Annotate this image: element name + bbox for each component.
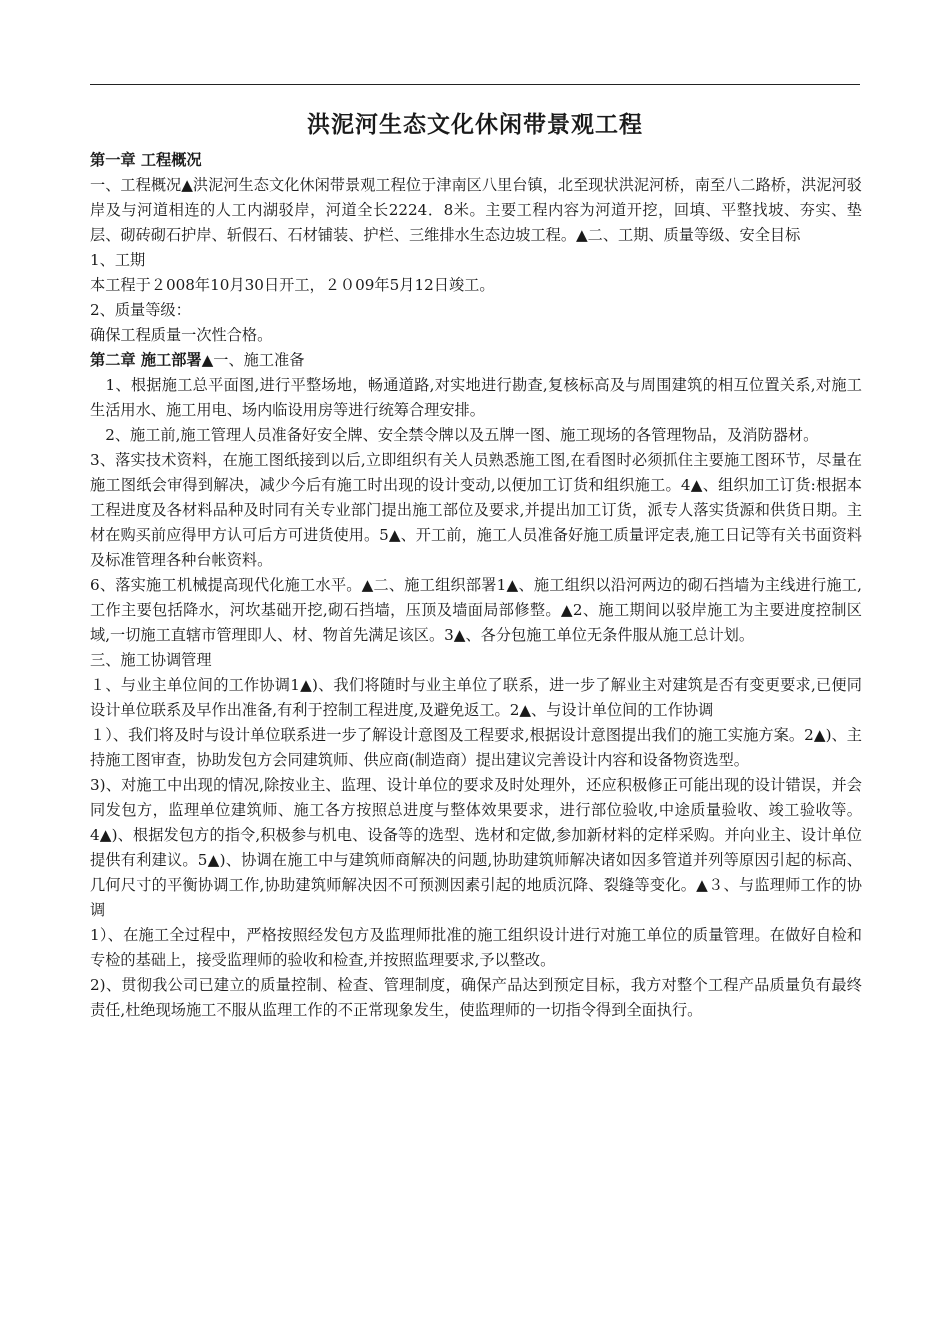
document-body (90, 148, 862, 1023)
paragraph-prep-1: 1、根据施工总平面图,进行平整场地，畅通道路,对实地进行勘查,复核标高及与周围建筑的相互位置关系,对施工生活用水、施工用电、场内临设用房等进行统筹合理安排。 (90, 376, 862, 419)
paragraph-schedule-dates: 本工程于２008年10月30日开工，２０09年5月12日竣工。 (90, 276, 495, 294)
chapter-2-heading (90, 348, 862, 373)
paragraph-project-overview: 一、工程概况▲洪泥河生态文化休闲带景观工程位于津南区八里台镇，北至现状洪泥河桥，南至八二路桥，洪泥河驳岸及与河道相连的人工内湖驳岸，河道全长2224．8米。主要工程内容为河道开挖，回填、平整找坡、夯实、垫层、砌砖砌石护岸、斩假石、石材铺装、护栏、三维排水生态边坡工程。▲二、工期、质量等级、安全目标 (90, 176, 862, 244)
paragraph-prep-3: 3、落实技术资料，在施工图纸接到以后,立即组织有关人员熟悉施工图,在看图时必须抓住主要施工图环节，尽量在施工图纸会审得到解决，减少今后有施工时出现的设计变动,以便加工订货和组织施工。4▲、组织加工订货:根据本工程进度及各材料品种及时同有关专业部门提出施工部位及要求,并提出加工订货，派专人落实货源和供货日期。主材在购买前应得甲方认可后方可进货使用。5▲、开工前，施工人员准备好施工质量评定表,施工日记等有关书面资料及标准管理各种台帐资料。 (90, 451, 862, 569)
paragraph-quality-heading: 2、质量等级： (90, 301, 191, 319)
paragraph-quality-goal: 确保工程质量一次性合格。 (90, 326, 273, 344)
paragraph-schedule-heading: 1、工期 (90, 251, 146, 269)
paragraph-design-coordination-3: 3)、对施工中出现的情况,除按业主、监理、设计单位的要求及时处理外，还应积极修正可能出现的设计错误，并会同发包方，监理单位建筑师、施工各方按照总进度与整体效果要求，进行部位验收,中途质量验收、竣工验收等。4▲)、根据发包方的指令,积极参与机电、设备等的选型、选材和定做,参加新材料的定样采购。并向业主、设计单位提供有利建议。5▲)、协调在施工中与建筑师商解决的问题,协助建筑师解决诸如因多管道并列等原因引起的标高、几何尺寸的平衡协调工作,协助建筑师解决因不可预测因素引起的地质沉降、裂缝等变化。▲３、与监理师工作的协调 (90, 776, 862, 919)
paragraph-coordination-heading: 三、施工协调管理 (90, 651, 212, 669)
chapter-1-heading: 第一章 工程概况 (90, 151, 202, 169)
header-rule (90, 84, 860, 85)
document-title: 洪泥河生态文化休闲带景观工程 (307, 111, 643, 138)
paragraph-supervision-2: 2)、贯彻我公司已建立的质量控制、检查、管理制度，确保产品达到预定目标，我方对整个工程产品质量负有最终责任,杜绝现场施工不服从监理工作的不正常现象发生，使监理师的一切指令得到全面执行。 (90, 976, 862, 1019)
paragraph-supervision-1: 1）、在施工全过程中，严格按照经发包方及监理师批准的施工组织设计进行对施工单位的质量管理。在做好自检和专检的基础上，接受监理师的验收和检查,并按照监理要求,予以整改。 (90, 926, 862, 969)
chapter-2-subtitle: ▲一、施工准备 (201, 351, 305, 369)
paragraph-design-coordination: １）、我们将及时与设计单位联系进一步了解设计意图及工程要求,根据设计意图提出我们的施工实施方案。2▲)、主持施工图审查，协助发包方会同建筑师、供应商(制造商）提出建议完善设计内容和设备物资选型。 (90, 726, 862, 769)
paragraph-owner-coordination: １、与业主单位间的工作协调1▲)、我们将随时与业主单位了联系，进一步了解业主对建筑是否有变更要求,已便同设计单位联系及早作出准备,有利于控制工程进度,及避免返工。2▲、与设计单位间的工作协调 (90, 676, 862, 719)
chapter-2-title: 第二章 施工部署 (90, 351, 202, 369)
paragraph-prep-6: 6、落实施工机械提高现代化施工水平。▲二、施工组织部署1▲、施工组织以沿河两边的砌石挡墙为主线进行施工,工作主要包括降水，河坎基础开挖,砌石挡墙，压顶及墙面局部修整。▲2、施工期间以驳岸施工为主要进度控制区域,一切施工直辖市管理即人、材、物首先满足该区。3▲、各分包施工单位无条件服从施工总计划。 (90, 576, 862, 644)
paragraph-prep-2: 2、施工前,施工管理人员准备好安全牌、安全禁令牌以及五牌一图、施工现场的各管理物品，及消防器材。 (90, 426, 819, 444)
